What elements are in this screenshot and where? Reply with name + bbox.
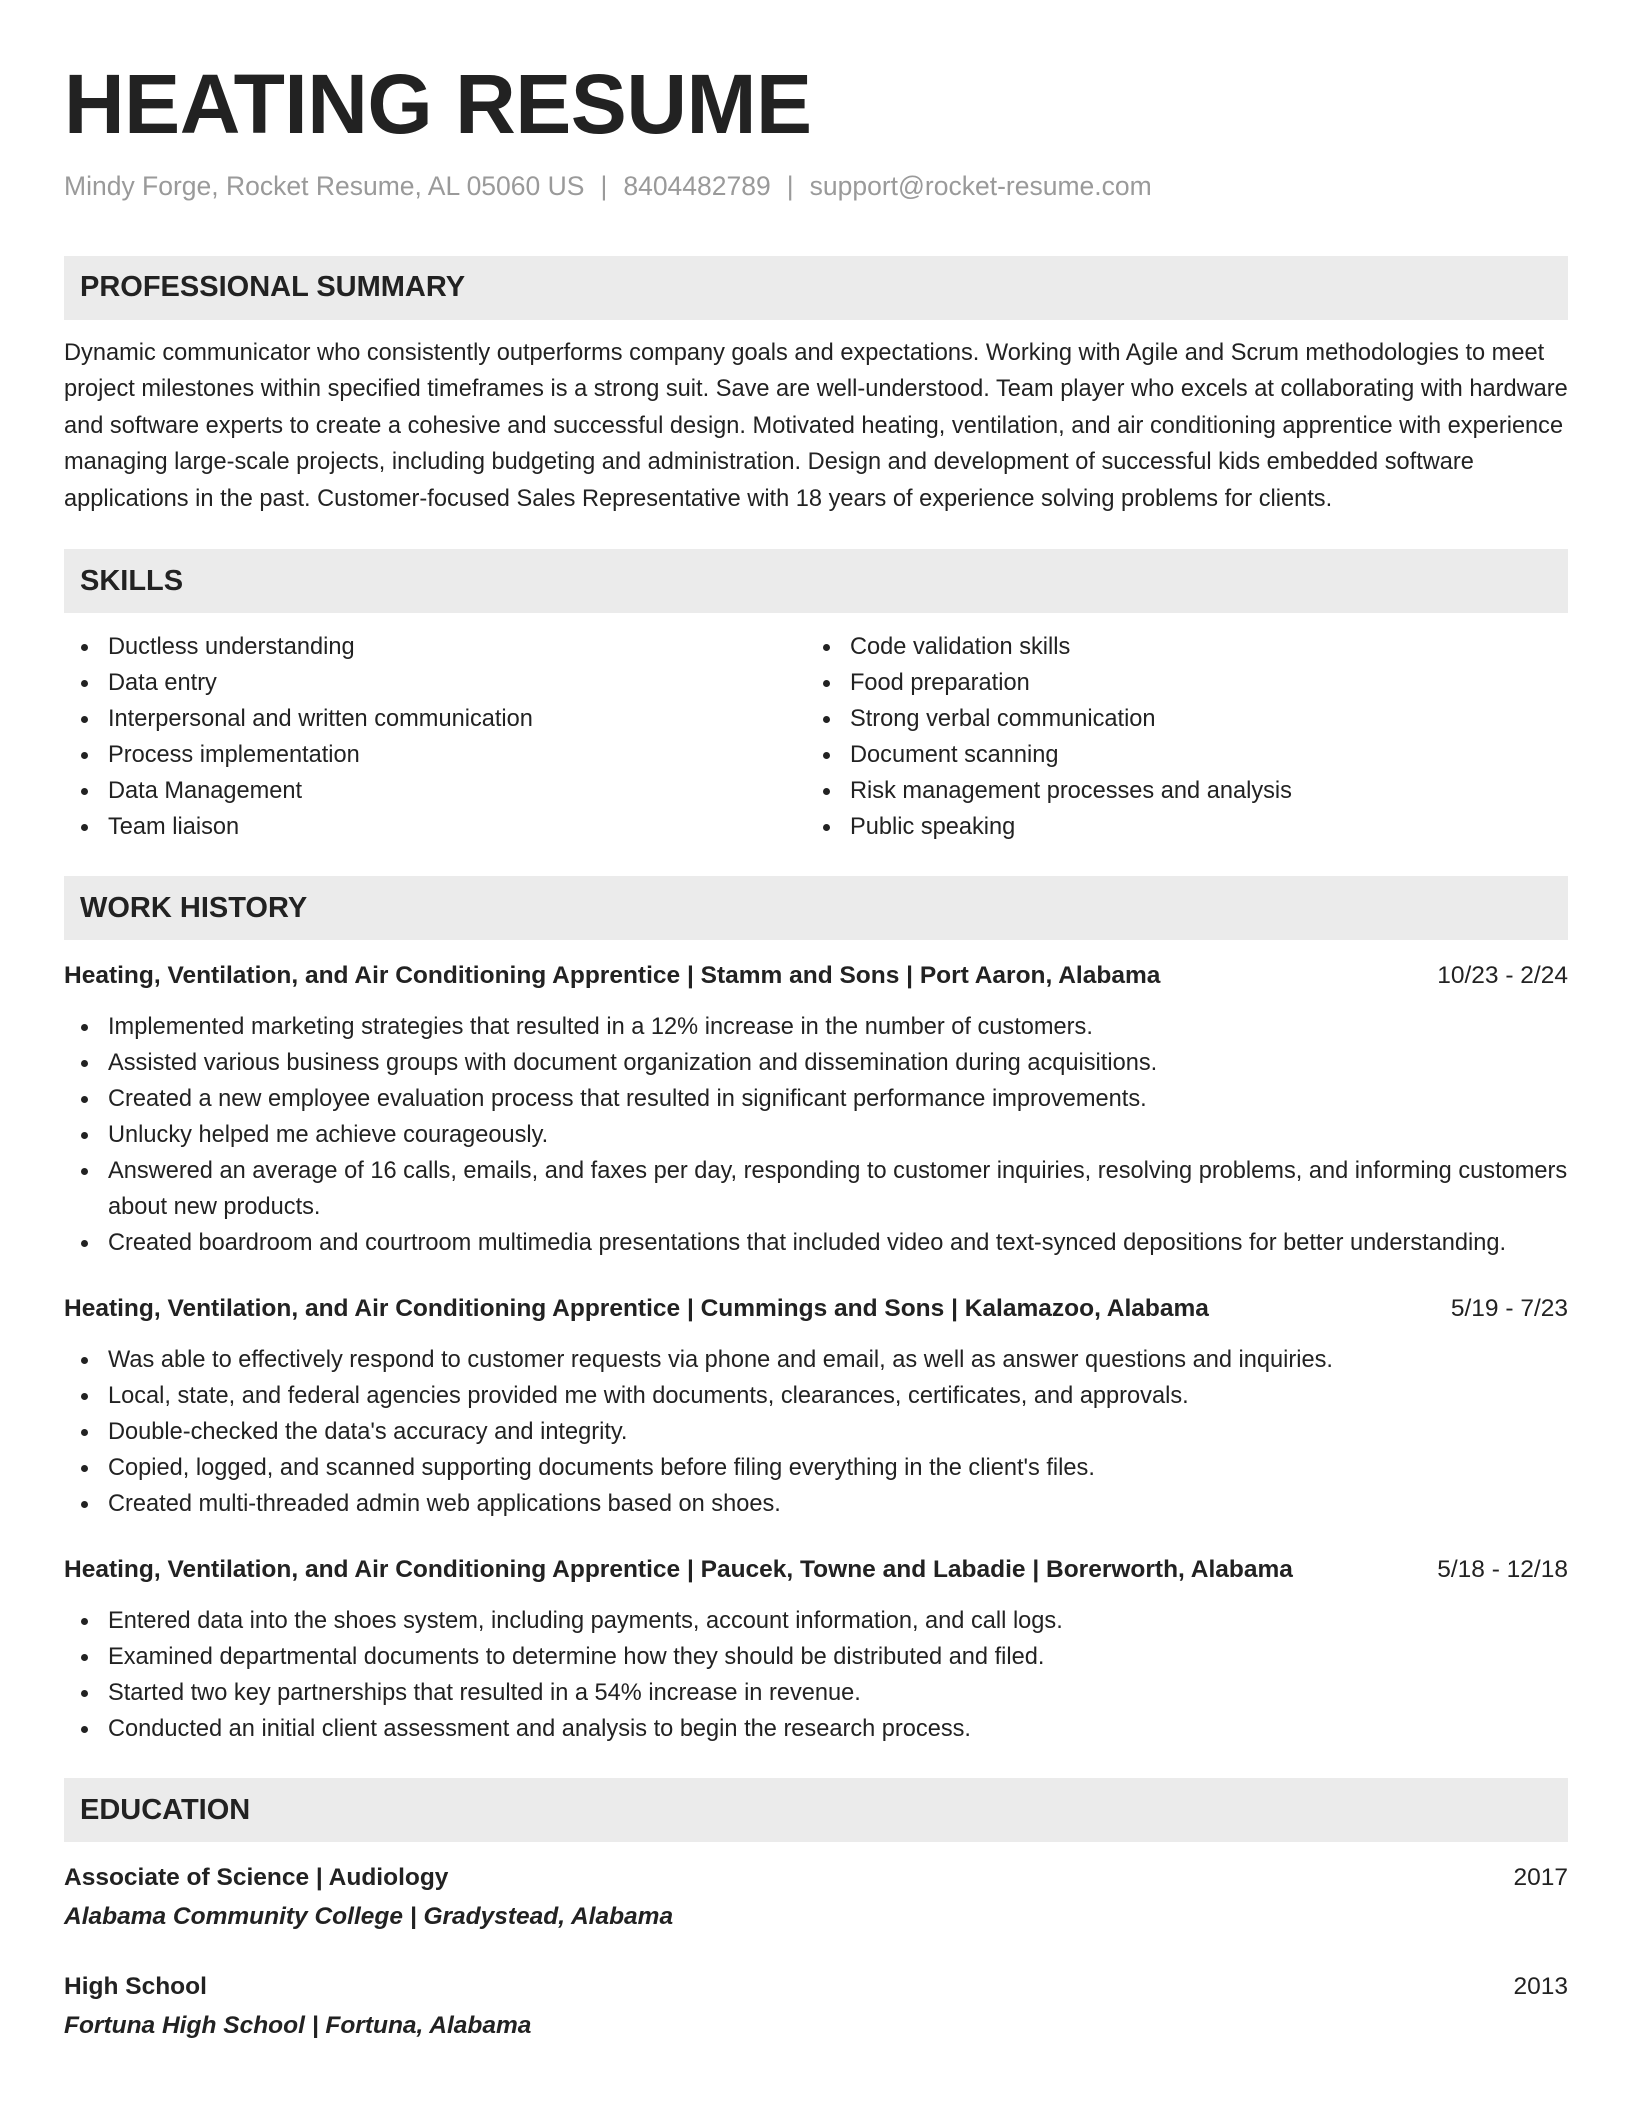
job-entry <box>64 959 1568 1261</box>
contact-email: support@rocket-resume.com <box>809 171 1152 201</box>
job-bullet: Examined departmental documents to determine how they should be distributed and filed. <box>64 1639 1568 1675</box>
contact-separator: | <box>600 171 608 201</box>
education-year: 2013 <box>1513 1973 1568 2001</box>
job-bullet: Created a new employee evaluation process that resulted in significant performance improvements. <box>64 1081 1568 1117</box>
education-degree: High School <box>64 1973 207 2001</box>
section-header-skills: SKILLS <box>64 549 1568 613</box>
job-bullet: Local, state, and federal agencies provided me with documents, clearances, certificates, and approvals. <box>64 1378 1568 1414</box>
skill-item: Food preparation <box>806 665 1548 701</box>
education-header <box>64 1970 1568 2004</box>
job-title: Heating, Ventilation, and Air Conditioning Apprentice | Cummings and Sons | Kalamazoo, Alabama <box>64 1295 1209 1323</box>
job-bullets <box>64 1009 1568 1261</box>
contact-phone: 8404482789 <box>623 171 771 201</box>
section-header-education: EDUCATION <box>64 1778 1568 1842</box>
skill-item: Process implementation <box>64 737 806 773</box>
job-bullet: Conducted an initial client assessment and analysis to begin the research process. <box>64 1711 1568 1747</box>
job-bullet: Implemented marketing strategies that resulted in a 12% increase in the number of customers. <box>64 1009 1568 1045</box>
job-bullet: Answered an average of 16 calls, emails, and faxes per day, responding to customer inquiries, resolving problems, and informing customers about new products. <box>64 1153 1568 1225</box>
skills-column-left <box>64 629 806 845</box>
skill-item: Ductless understanding <box>64 629 806 665</box>
skills-column-right <box>806 629 1548 845</box>
job-bullet: Created boardroom and courtroom multimedia presentations that included video and text-synced depositions for better understanding. <box>64 1225 1568 1261</box>
job-dates: 10/23 - 2/24 <box>1437 962 1568 990</box>
resume-name: HEATING RESUME <box>64 57 812 151</box>
job-header <box>64 1553 1568 1587</box>
skill-item: Strong verbal communication <box>806 701 1548 737</box>
skill-item: Data entry <box>64 665 806 701</box>
job-header <box>64 959 1568 993</box>
job-header <box>64 1292 1568 1326</box>
job-bullet: Was able to effectively respond to customer requests via phone and email, as well as answer questions and inquiries. <box>64 1342 1568 1378</box>
education-year: 2017 <box>1513 1864 1568 1892</box>
summary-text: Dynamic communicator who consistently outperforms company goals and expectations. Working with Agile and Scrum methodologies to meet project milestones within specified timeframes is a strong suit. Save are well-understood. Team player who excels at collaborating with hardware and software experts to create a cohesive and successful design. Motivated heating, ventilation, and air conditioning apprentice with experience managing large-scale projects, including budgeting and administration. Design and development of successful kids embedded software applications in the past. Customer-focused Sales Representative with 18 years of experience solving problems for clients. <box>64 339 1568 512</box>
job-dates: 5/19 - 7/23 <box>1450 1295 1568 1323</box>
education-entry <box>64 1970 1568 2044</box>
job-bullets <box>64 1342 1568 1522</box>
skills-list <box>64 629 1568 845</box>
skill-item: Team liaison <box>64 809 806 845</box>
education-school: Fortuna High School | Fortuna, Alabama <box>64 2012 532 2040</box>
contact-address: Mindy Forge, Rocket Resume, AL 05060 US <box>64 171 585 201</box>
job-title: Heating, Ventilation, and Air Conditioning Apprentice | Paucek, Towne and Labadie | Borerworth, Alabama <box>64 1556 1293 1584</box>
job-entry <box>64 1553 1568 1747</box>
job-bullet: Double-checked the data's accuracy and integrity. <box>64 1414 1568 1450</box>
job-bullet: Unlucky helped me achieve courageously. <box>64 1117 1568 1153</box>
job-bullet: Assisted various business groups with document organization and dissemination during acquisitions. <box>64 1045 1568 1081</box>
skill-item: Document scanning <box>806 737 1548 773</box>
contact-line <box>64 171 1568 203</box>
job-entry <box>64 1292 1568 1522</box>
education-school: Alabama Community College | Gradystead, Alabama <box>64 1903 674 1931</box>
education-degree: Associate of Science | Audiology <box>64 1864 449 1892</box>
skill-item: Public speaking <box>806 809 1548 845</box>
contact-separator: | <box>786 171 794 201</box>
skill-item: Data Management <box>64 773 806 809</box>
job-bullet: Started two key partnerships that resulted in a 54% increase in revenue. <box>64 1675 1568 1711</box>
resume-page <box>64 0 1568 2044</box>
section-header-summary: PROFESSIONAL SUMMARY <box>64 256 1568 320</box>
job-title: Heating, Ventilation, and Air Conditioning Apprentice | Stamm and Sons | Port Aaron, Alabama <box>64 962 1161 990</box>
job-bullet: Entered data into the shoes system, including payments, account information, and call logs. <box>64 1603 1568 1639</box>
skill-item: Interpersonal and written communication <box>64 701 806 737</box>
job-dates: 5/18 - 12/18 <box>1437 1556 1568 1584</box>
skill-item: Code validation skills <box>806 629 1548 665</box>
job-bullet: Created multi-threaded admin web applications based on shoes. <box>64 1486 1568 1522</box>
education-header <box>64 1861 1568 1895</box>
job-bullet: Copied, logged, and scanned supporting documents before filing everything in the client's files. <box>64 1450 1568 1486</box>
job-bullets <box>64 1603 1568 1747</box>
skill-item: Risk management processes and analysis <box>806 773 1548 809</box>
education-entry <box>64 1861 1568 1935</box>
section-header-work-history: WORK HISTORY <box>64 876 1568 940</box>
